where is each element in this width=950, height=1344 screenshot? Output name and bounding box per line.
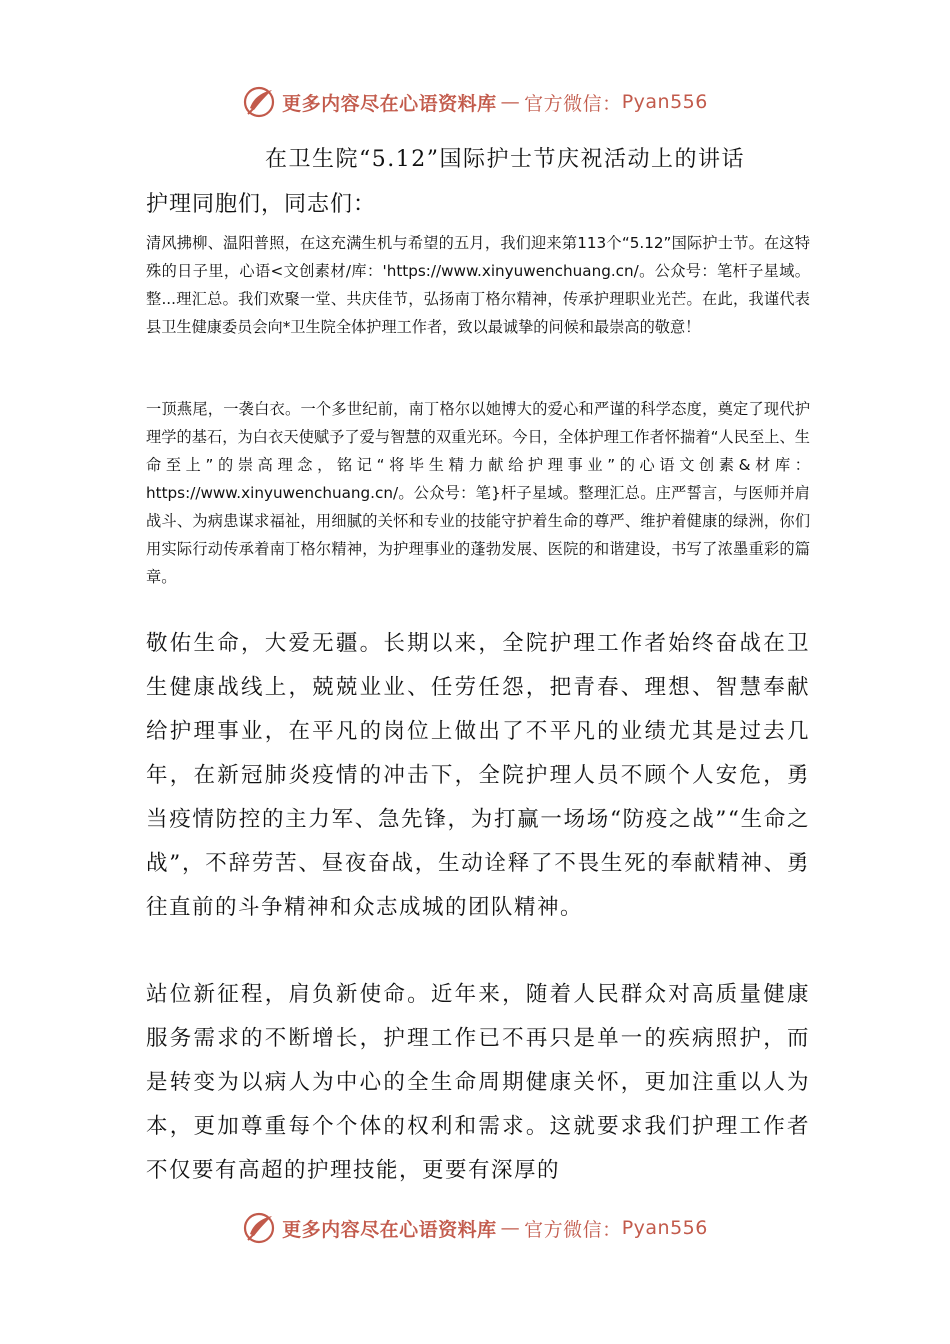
paragraph-4: 站位新征程，肩负新使命。近年来，随着人民群众对高质量健康服务需求的不断增长，护理工作已不再只是单一的疾病照护，而是转变为以病人为中心的全生命周期健康关怀，更加注重以人为本，更加尊重每个个体的权利和需求。这就要求我们护理工作者不仅要有高超的护理技能，更要有深厚的	[146, 982, 810, 1183]
banner-separator: —	[500, 1217, 521, 1239]
paragraph-3: 敬佑生命，大爱无疆。长期以来，全院护理工作者始终奋战在卫生健康战线上，兢兢业业、任劳任怨，把青春、理想、智慧奉献给护理事业，在平凡的岗位上做出了不平凡的业绩尤其是过去几年，在新冠肺炎疫情的冲击下，全院护理人员不顾个人安危，勇当疫情防控的主力军、急先锋，为打赢一场场“防疫之战”“生命之战”，不辞劳苦、昼夜奋战，生动诠释了不畏生死的奉献精神、勇往直前的斗争精神和众志成城的团队精神。	[146, 631, 810, 920]
pen-logo-icon	[242, 84, 278, 120]
footer-banner	[0, 1208, 950, 1248]
salutation: 护理同胞们，同志们：	[146, 192, 377, 217]
pen-logo-icon	[242, 1210, 278, 1246]
banner-separator: —	[500, 91, 521, 113]
paragraph-2: 一顶燕尾，一袭白衣。一个多世纪前，南丁格尔以她博大的爱心和严谨的科学态度，奠定了现代护理学的基石，为白衣天使赋予了爱与智慧的双重光环。今日，全体护理工作者怀揣着“人民至上、生命至上”的崇高理念，铭记“将毕生精力献给护理事业”的心语文创素&材库：https://www.xinyuwenchuang.cn/。公众号：笔}杆子星域。整理汇总。庄严誓言，与医师并肩战斗、为病患谋求福祉，用细腻的关怀和专业的技能守护着生命的尊严、维护着健康的绿洲，你们用实际行动传承着南丁格尔精神，为护理事业的蓬勃发展、医院的和谐建设，书写了浓墨重彩的篇章。	[146, 400, 810, 586]
header-banner	[0, 82, 950, 122]
paragraph-1: 清风拂柳、温阳普照，在这充满生机与希望的五月，我们迎来第113个“5.12”国际护士节。在这特殊的日子里，心语<文创素材/库：'https://www.xinyuwenchuang.cn/。公众号：笔杆子星域。整...理汇总。我们欢聚一堂、共庆佳节，弘扬南丁格尔精神，传承护理职业光芒。在此，我谨代表县卫生健康委员会向*卫生院全体护理工作者，致以最诚挚的问候和最崇高的敬意！	[146, 234, 810, 336]
document-title: 在卫生院“5.12”国际护士节庆祝活动上的讲话	[265, 147, 745, 172]
banner-wechat-id: Pyan556	[621, 91, 708, 113]
banner-wechat-id: Pyan556	[621, 1217, 708, 1239]
banner-wechat-label: 官方微信：	[524, 1218, 622, 1241]
banner-wechat-label: 官方微信：	[524, 92, 622, 115]
banner-brand-text: 更多内容尽在心语资料库	[282, 92, 497, 115]
banner-brand-text: 更多内容尽在心语资料库	[282, 1218, 497, 1241]
